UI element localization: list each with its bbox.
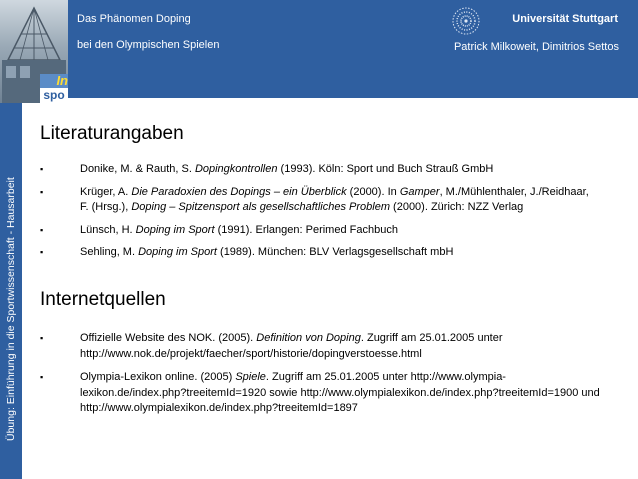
presentation-title-line1: Das Phänomen Doping [77, 13, 191, 25]
bullet: ▪ [40, 164, 44, 174]
list-item: ▪ Sehling, M. Doping im Sport (1989). München: BLV Verlagsgesellschaft mbH [40, 245, 600, 261]
inspo-logo [40, 74, 68, 103]
list-item: ▪ Donike, M. & Rauth, S. Dopingkontrollen (1993). Köln: Sport und Buch Strauß GmbH [40, 162, 600, 178]
bullet: ▪ [40, 224, 44, 235]
list-item: ▪ Offizielle Website des NOK. (2005). Definition von Doping. Zugriff am 25.01.2005 unter http://www.nok.de/projekt/faecher/sport/historie/dopingverstoesse.html [40, 332, 503, 360]
list-item: ▪ Lünsch, H. Doping im Sport (1991). Erlangen: Perimed Fachbuch [40, 223, 600, 239]
list-item: ▪ Olympia-Lexikon online. (2005) Spiele. Zugriff am 25.01.2005 unter http://www.olympia-lexikon.de/index.php?treeitemId=1920 sowie http://www.olympialexikon.de/index.php?treeitemId=1900 und http://www.olympialexikon.de/index.php?treeitemId=1897 [40, 371, 600, 414]
bullet: ▪ [40, 372, 44, 382]
authors-line: Patrick Milkoweit, Dimitrios Settos [453, 41, 619, 53]
bullet: ▪ [40, 333, 44, 343]
literature-heading: Literaturangaben [40, 123, 184, 144]
logo-spo-text: spo [40, 88, 68, 103]
internet-sources-heading: Internetquellen [40, 289, 166, 310]
presentation-title-line2: bei den Olympischen Spielen [77, 39, 220, 51]
list-item: ▪ Krüger, A. Die Paradoxien des Dopings – ein Überblick (2000). In Gamper, M./Mühlenthaler, J./Reidhaar, F. (Hrsg.), Doping – Spitzensport als gesellschaftliches Problem (2000). Zürich: NZZ Verlag [40, 185, 589, 213]
sidebar-course-label: Übung: Einführung in die Sportwissenschaft - Hausarbeit [5, 177, 17, 441]
bullet: ▪ [40, 186, 44, 197]
internet-sources-list [40, 331, 600, 425]
bullet: ▪ [40, 247, 44, 257]
university-name: Universität Stuttgart [512, 13, 618, 25]
literature-list [40, 162, 600, 268]
logo-in-text: In [56, 73, 68, 88]
university-emblem-icon [451, 6, 481, 36]
